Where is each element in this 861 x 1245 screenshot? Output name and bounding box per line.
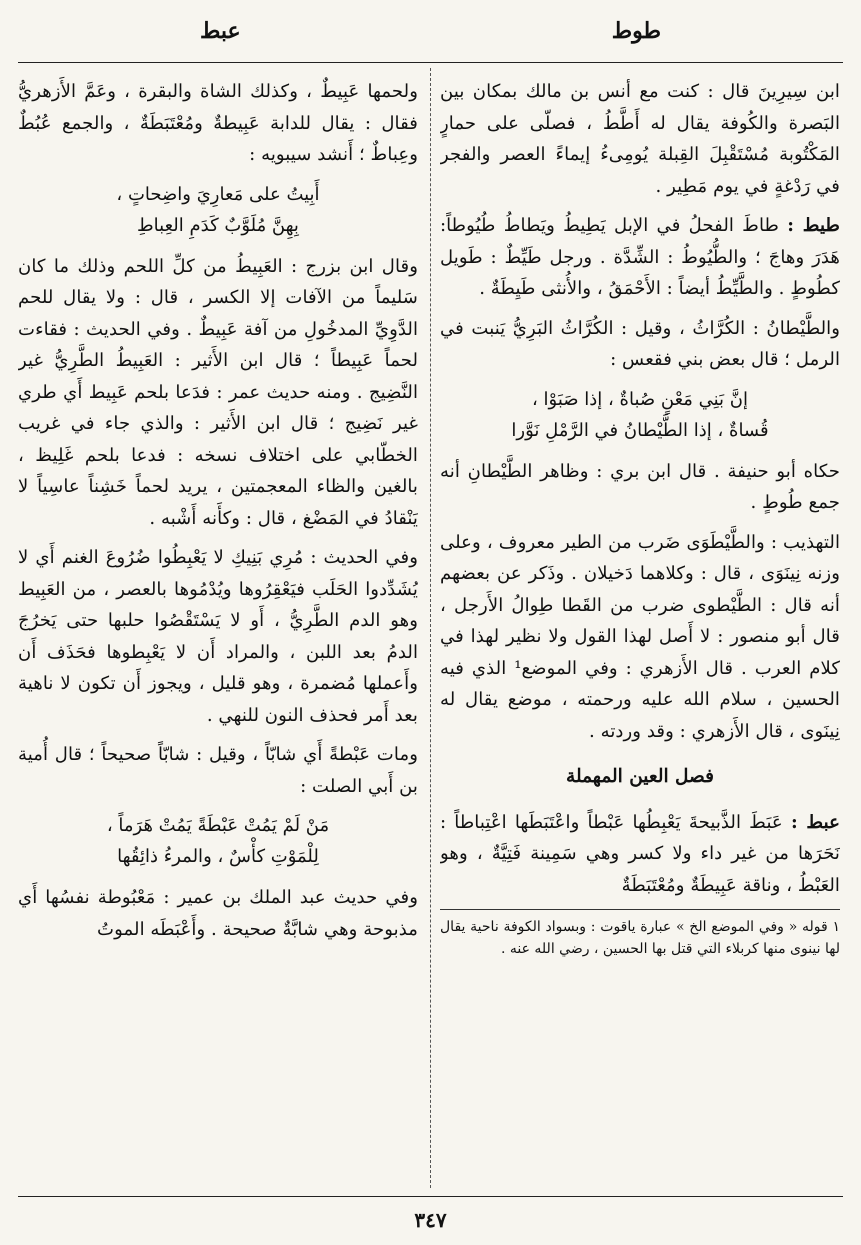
- verse-line: قُساةٌ ، إذا الطَّيْطانُ في الرَّمْلِ نَوَّرا: [511, 419, 769, 441]
- entry-headword: عبط :: [790, 811, 840, 833]
- paragraph: وقال ابن بزرج : العَبِيطُ من كلِّ اللحم وذلك ما كان سَليماً من الآفات إلا الكسر ، قال : ولا يقال للحم الدَّوِيِّ المدخُولِ من آفة عَبِيطٌ . وفي الحديث : فقاءت لحماً عَبِيطاً ؛ قال ابن الأَثير : العَبِيطُ الطَّرِيُّ غير النَّضِيج . ومنه حديث عمر : فدَعا بلحم عَبِيط أَي طري غير نَضِيج ؛ قال ابن الأَثير : والذي جاء في غريب الخطّابي على اختلاف نسخه : فدعا بلحم غَلِيظ ، بالغين والظاء المعجمتين ، يريد لحماً خَشِناً عاسِياً لا يَنْقادُ في المَضْغ ، قال : وكأَنه أَشْبه .: [18, 255, 418, 529]
- paragraph: ومات عَبْطةً أَي شابّاً ، وقيل : شابّاً صحيحاً ؛ قال أُمية بن أَبي الصلت :: [18, 744, 418, 797]
- verse-line: أَبِيتُ على مَعارِيَ واضِحاتٍ ،: [116, 183, 320, 205]
- verse-line: مَنْ لَمْ يَمُتْ عَبْطَةً يَمُتْ هَرَماً ،: [106, 815, 330, 836]
- entry-text: عَبَطَ الذَّبيحةَ يَعْبِطُها عَبْطاً واعْتَبَطَها اعْتِباطاً : نَحَرَها من غير داء ولا كسر وهي سَمِينة فَتِيَّةٌ ، وهو العَبْطُ ، وناقة عَبِيطَةٌ ومُعْتَبَطَةٌ: [440, 811, 840, 896]
- page-number: ٣٤٧: [414, 1208, 447, 1232]
- left-header: عبط: [200, 18, 241, 44]
- paragraph: التهذيب : والطَّيْطَوَى ضَرب من الطير معروف ، وعلى وزنه نِينَوَى ، قال : وكلاهما دَخيلان . وذَكر عن بعضهم أنه قال : الطَّيْطوى ضرب من القَطا طِوالُ الأَرجل ، قال أبو منصور : لا أَصل لهذا القول ولا نظير لهذا في كلام العرب . قال الأَزهري : وفي الموضع¹ الذي فيه الحسين ، سلام الله عليه ورحمته ، موضع يقال له نِينَوى ، قال الأَزهري : وقد وردته .: [440, 531, 840, 742]
- entry-headword: طيط :: [787, 215, 840, 236]
- entry-text: طاطَ الفحلُ في الإبل يَطِيطُ ويَطاطُ طُيُوطاً: هَدَرَ وهاجَ ؛ والطُّيُوطُ : الشِّدَّة . ورجل طَيِّطٌ : طَويل كطُوطٍ . والطَّيِّطُ أيضاً : الأَحْمَقُ ، والأُنثى طَيِطَةٌ .: [440, 215, 840, 299]
- verse: [18, 179, 418, 241]
- paragraph: حكاه أبو حنيفة . قال ابن بري : وظاهر الطَّيْطانِ أنه جمع طُوطٍ .: [440, 460, 840, 513]
- entry-abt: [440, 807, 840, 902]
- entry-taytt: [440, 210, 840, 305]
- section-heading: فصل العين المهملة: [566, 766, 714, 787]
- verse-line: بِهِنَّ مُلَوَّبٌ كَدَمِ العِباطِ: [137, 214, 299, 236]
- paragraph: ابن سِيرِينَ قال : كنت مع أنس بن مالك بمكان بين البَصرة والكُوفة يقال له أَطَّطُ ، فصلّى على حمارٍ المَكْتُوبة مُسْتَقْبِلَ القِبلة يُومِىءُ إيماءً العصر والفجر في رَدْغةٍ في يوم مَطِير .: [440, 81, 840, 197]
- paragraph: والطَّيْطانُ : الكُرَّاثُ ، وقيل : الكُرَّاثُ البَرِيُّ يَنبت في الرمل ؛ قال بعض بني فقعس :: [440, 317, 840, 370]
- verse-line: لِلْمَوْتِ كأْسٌ ، والمرءُ ذائِقُها: [117, 846, 319, 867]
- right-column: [440, 76, 840, 1188]
- paragraph: وفي حديث عبد الملك بن عمير : مَعْبُوطة نفسُها أَي مذبوحة وهي شابَّةٌ صحيحة . وأَعْبَطَه الموتُ: [18, 887, 418, 940]
- right-header: طوط: [611, 18, 661, 44]
- column-divider: [430, 68, 431, 1188]
- paragraph: وفي الحديث : مُرِي بَنِيكِ لا يَعْبِطُوا ضُرُوعَ الغنم أَي لا يُشَدِّدوا الحَلَب فيَعْقِرُوها ويُدْمُوها بالعصر ، من العَبِيط وهو الدم الطَّرِيُّ ، أَو لا يَسْتَقْصُوا حلبها حتى يَخرُجَ الدمُ بعد اللبن ، والمراد أَن لا يَعْبِطوها فحَذَف أَن وأَعملها مُضمرة ، وهو قليل ، ويجوز أَن تكون لا ناهية بعد أَمر فحذف النون للنهي .: [18, 547, 418, 726]
- bottom-rule: [18, 1196, 843, 1197]
- top-rule: [18, 62, 843, 63]
- paragraph: ولحمها عَبِيطٌ ، وكذلك الشاة والبقرة ، وعَمَّ الأَزهريُّ فقال : يقال للدابة عَبِيطةٌ ومُعْتَبَطَةٌ ، والجمع عُبُطٌ وعِباطٌ ؛ أَنشد سيبويه :: [18, 81, 418, 165]
- verse-line: إنَّ بَنِي مَعْنٍ صُباةٌ ، إذا صَبَوْا ،: [531, 388, 749, 410]
- left-column: [18, 76, 418, 1188]
- footnote: ١ قوله « وفي الموضع الخ » عبارة ياقوت : وبسواد الكوفة ناحية يقال لها نينوى منها كربلاء التي قتل بها الحسين ، رضي الله عنه .: [440, 919, 840, 957]
- footnote-rule: [440, 909, 840, 910]
- verse: [18, 810, 418, 872]
- verse: [440, 384, 840, 446]
